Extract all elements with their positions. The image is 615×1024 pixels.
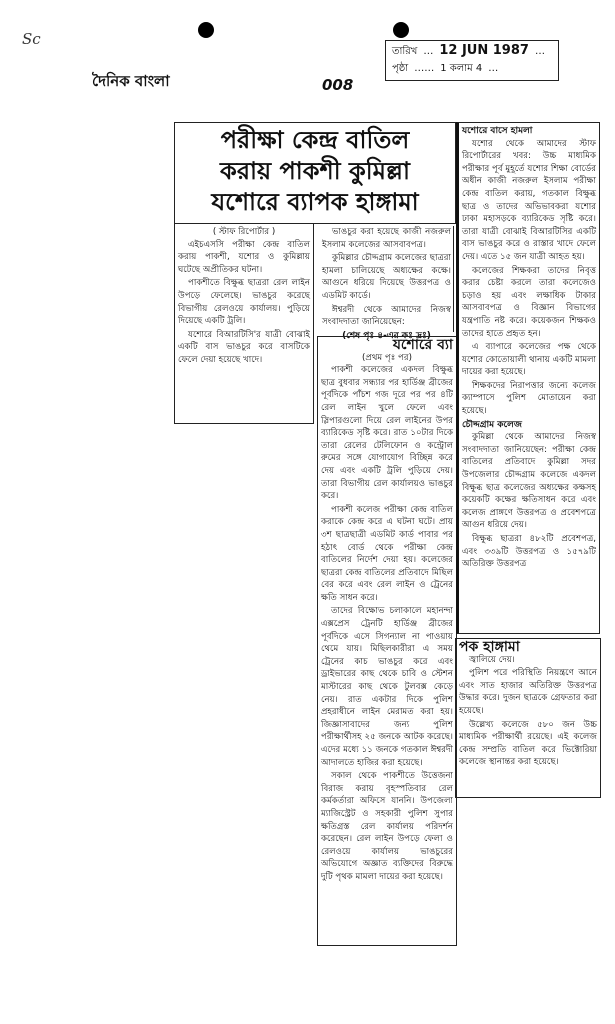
punch-hole bbox=[393, 22, 409, 38]
headline-line: পরীক্ষা কেন্দ্র বাতিল bbox=[220, 126, 410, 154]
paragraph: শিক্ষকদের নিরাপত্তার জন্যে কলেজ ক্যাম্পাসে পুলিশ মোতায়েন করা হয়েছে। bbox=[462, 380, 596, 417]
headline-box bbox=[174, 122, 456, 224]
date-label: তারিখ bbox=[392, 46, 418, 57]
paragraph: যশোরে বিআরটিসি'র যাত্রী বোঝাই একটি বাস ভাঙচুর করে বাসটিকে ফেলে দেয়া হয়েছে খাদে। bbox=[178, 329, 310, 365]
paragraph: ঈশ্বরদী থেকে আমাদের নিজস্ব সংবাদদাতা জানিয়েছেন: bbox=[322, 304, 451, 328]
article-mid-column bbox=[320, 226, 454, 341]
page-number: 008 bbox=[322, 76, 354, 94]
paragraph: সকাল থেকে পাকশীতে উত্তেজনা বিরাজ করায় বৃহস্পতিবার রেল কর্মকর্তারা অফিসে যাননি। উপজেলা ম্যাজিস্ট্রেট ও সহকারী পুলিশ সুপার ক্ষতিগ্রস্ত রেল কার্যালয় পরিদর্শন করেছেন। রেল লাইন উপড়ে ফেলা ও রেলওয়ে কার্যালয় ভাঙচুরের অভিযোগে অজ্ঞাত ব্যক্তিদের বিরুদ্ধে দুটি পৃথক মামলা দায়ের করা হয়েছে। bbox=[321, 771, 453, 882]
paragraph: এইচএসসি পরীক্ষা কেন্দ্র বাতিল করায় পাকশী, যশোর ও কুমিল্লায় ঘটেছে অপ্রীতিকর ঘটনা। bbox=[178, 239, 310, 275]
paragraph: যশোর থেকে আমাদের স্টাফ রিপোর্টারের খবর: উচ্চ মাধ্যমিক পরীক্ষার পূর্ব মুহূর্তে যশোর শিক্ষা বোর্ডের অধীন কাজী নজরুল ইসলাম পরীক্ষা কেন্দ্র বাতিল করায়, গতকাল বিক্ষুব্ধ ছাত্র ও তাদের অভিভাবকরা যশোর ঢাকা মহাসড়কে ব্যারিকেড সৃষ্টি করে। তারা যাত্রী বোঝাই বিআরটিসির একটি বাস ভাঙচুর করে ও রাস্তার খাদে ফেলে দেয়। এতে ১৫ জন যাত্রী আহত হয়। bbox=[462, 138, 596, 262]
right-column bbox=[456, 122, 600, 634]
headline-line: যশোরে ব্যাপক হাঙ্গামা bbox=[211, 188, 419, 216]
paragraph: কুমিল্লার চৌদ্দগ্রাম কলেজের ছাত্ররা হামলা চালিয়েছে অধ্যক্ষের কক্ষে। আগুনে ধরিয়ে দিয়েছে উত্তরপত্র ও এডমিট কার্ডে। bbox=[322, 253, 451, 301]
paragraph: পুলিশ পরে পরিস্থিতি নিয়ন্ত্রণে আনে এবং সাত হাজার অতিরিক্ত উত্তরপত্র উদ্ধার করে। দুজন ছাত্রকে গ্রেফতার করা হয়েছে। bbox=[459, 668, 597, 716]
paragraph: পাকশী কলেজ পরীক্ষা কেন্দ্র বাতিল করাকে কেন্দ্র করে এ ঘটনা ঘটে। প্রায় ৩শ ছাত্রছাত্রী এডমিট কার্ড পাবার পর হঠাৎ বোর্ড থেকে পরীক্ষা কেন্দ্র বাতিলের নির্দেশ দেয়া হয়। কলেজের ছাত্ররা কেন্দ্র বাতিলের প্রতিবাদে মিছিল বের করে এবং রেল লাইন ও ট্রেনের ক্ষতি সাধন করে। bbox=[321, 504, 453, 603]
continued-note: (শেষ পৃঃ ৪-এর কঃ দ্রঃ) bbox=[342, 330, 431, 341]
right-lower-box bbox=[455, 638, 601, 798]
punch-hole bbox=[198, 22, 214, 38]
headline-line: করায় পাকশী কুমিল্লা bbox=[220, 157, 410, 185]
paragraph: তাদের বিক্ষোভ চলাকালে মহানন্দা এক্সপ্রেস ট্রেনটি হার্ডিঞ্জ ব্রীজের পূর্বদিকে এসে সিগন্যাল না পাওয়ায় থেমে যায়। মিছিলকারীরা এ সময় ট্রেনের কাচ ভাঙচুর করে এবং ড্রাইভারের কাছ থেকে চাবি ও স্টেশন মাস্টারের কাছ থেকে টুলবক্স কেড়ে নেয়। রাত একটার দিকে পুলিশ প্রহরাধীনে লাইন মেরামত করা হয়। জিজ্ঞাসাবাদের জন্য পুলিশ পরীক্ষার্থীসহ ২৫ জনকে আটক করেছে। এদের মধ্যে ১১ জনকে গতকাল ঈশ্বরদী আদালতে হাজির করা হয়েছে। bbox=[321, 606, 453, 768]
paragraph: উল্লেখ্য কলেজে ৫৮০ জন উচ্চ মাধ্যমিক পরীক্ষার্থী রয়েছে। এই কলেজ কেন্দ্র সম্প্রতি বাতিল করে ভিক্টোরিয়া কলেজে স্থানান্তর করা হয়েছে। bbox=[459, 719, 597, 768]
paragraph: জ্বালিয়ে দেয়। bbox=[469, 654, 515, 665]
page-label: পৃষ্ঠা bbox=[392, 63, 409, 74]
article-left-column bbox=[174, 224, 314, 424]
continuation-heading: যশোরে ব্যা bbox=[392, 337, 453, 353]
paragraph: বিক্ষুব্ধ ছাত্ররা ৪৮২টি প্রবেশপত্র, এবং ৩৩৯টি উত্তরপত্র ও ১৫৭৯টি অতিরিক্ত উত্তরপত্র bbox=[462, 534, 596, 570]
from-note: (প্রথম পৃঃ পর) bbox=[362, 352, 412, 363]
page-value: 1 কলাম 4 bbox=[440, 63, 483, 74]
subheading: চৌদ্দগ্রাম কলেজ bbox=[462, 419, 522, 430]
paragraph: এ ব্যাপারে কলেজের পক্ষ থেকে যশোর কোতোয়ালী থানায় একটি মামলা দায়ের করা হয়েছে। bbox=[462, 342, 596, 378]
byline: ( স্টাফ রিপোর্টার ) bbox=[212, 227, 276, 237]
paragraph: কুমিল্লা থেকে আমাদের নিজস্ব সংবাদদাতা জানিয়েছেন: পরীক্ষা কেন্দ্র বাতিলের প্রতিবাদে কুমিল্লা সদর উপজেলার চৌদ্দগ্রাম কলেজে একদল বিক্ষুব্ধ ছাত্র কলেজের অধ্যক্ষের কক্ষসহ কয়েকটি কক্ষের ক্ষতিসাধন করে এবং কলেজ প্রাঙ্গণে উত্তরপত্র ও প্রবেশপত্রে আগুন ধরিয়ে দেয়। bbox=[462, 432, 596, 531]
handwritten-note: Sc bbox=[22, 30, 41, 48]
subheading: যশোরে বাসে হামলা bbox=[462, 126, 533, 136]
paragraph: পাকশী কলেজের একদল বিক্ষুব্ধ ছাত্র বুধবার সন্ধ্যার পর হার্ডিঞ্জ ব্রীজের পূর্বদিকে পাঁচশ গজ দূরে পর পর ৪টি রেল লাইন খুলে ফেলে এবং স্লিপারগুলো দিয়ে রেল লাইনের উপর ব্যারিকেড সৃষ্টি করে। রাত ১০টার দিকে তারা রেলের টেলিফোন ও কন্ট্রোল রুমের সঙ্গে যোগাযোগ বিচ্ছিন্ন করে দেয় এবং একটি ট্রলি পুড়িয়ে দেয়। তারা বিভাগীয় রেল কার্যালয়ও ভাঙচুর করে। bbox=[321, 365, 453, 502]
continuation-column bbox=[317, 336, 457, 946]
date-stamp: তারিখ … 12 JUN 1987 … পৃষ্ঠা …… 1 কলাম 4 … bbox=[385, 40, 559, 81]
paragraph: ভাঙচুর করা হয়েছে কাজী নজরুল ইসলাম কলেজের আসবাবপত্র। bbox=[322, 227, 451, 250]
newspaper-masthead: দৈনিক বাংলা bbox=[92, 72, 170, 90]
right-lower-heading: পক হাঙ্গামা bbox=[459, 639, 520, 655]
paragraph: কলেজের শিক্ষকরা তাদের নিবৃত্ত করার চেষ্টা করলে তারা কলেজেও চড়াও হয় এবং লক্ষাধিক টাকার আসবাবপত্র ও বিজ্ঞান বিভাগের যন্ত্রপাতি নষ্ট করে। কয়েকজন শিক্ষকও তাদের হাতে প্রহৃত হন। bbox=[462, 265, 596, 339]
paragraph: পাকশীতে বিক্ষুব্ধ ছাত্ররা রেল লাইন উপড়ে ফেলেছে। ভাঙচুর করেছে বিভাগীয় রেলওয়ে কার্যালয়। পুড়িয়ে দিয়েছে একটি ট্রলি। bbox=[178, 278, 310, 327]
date-value: 12 JUN 1987 bbox=[439, 43, 529, 58]
